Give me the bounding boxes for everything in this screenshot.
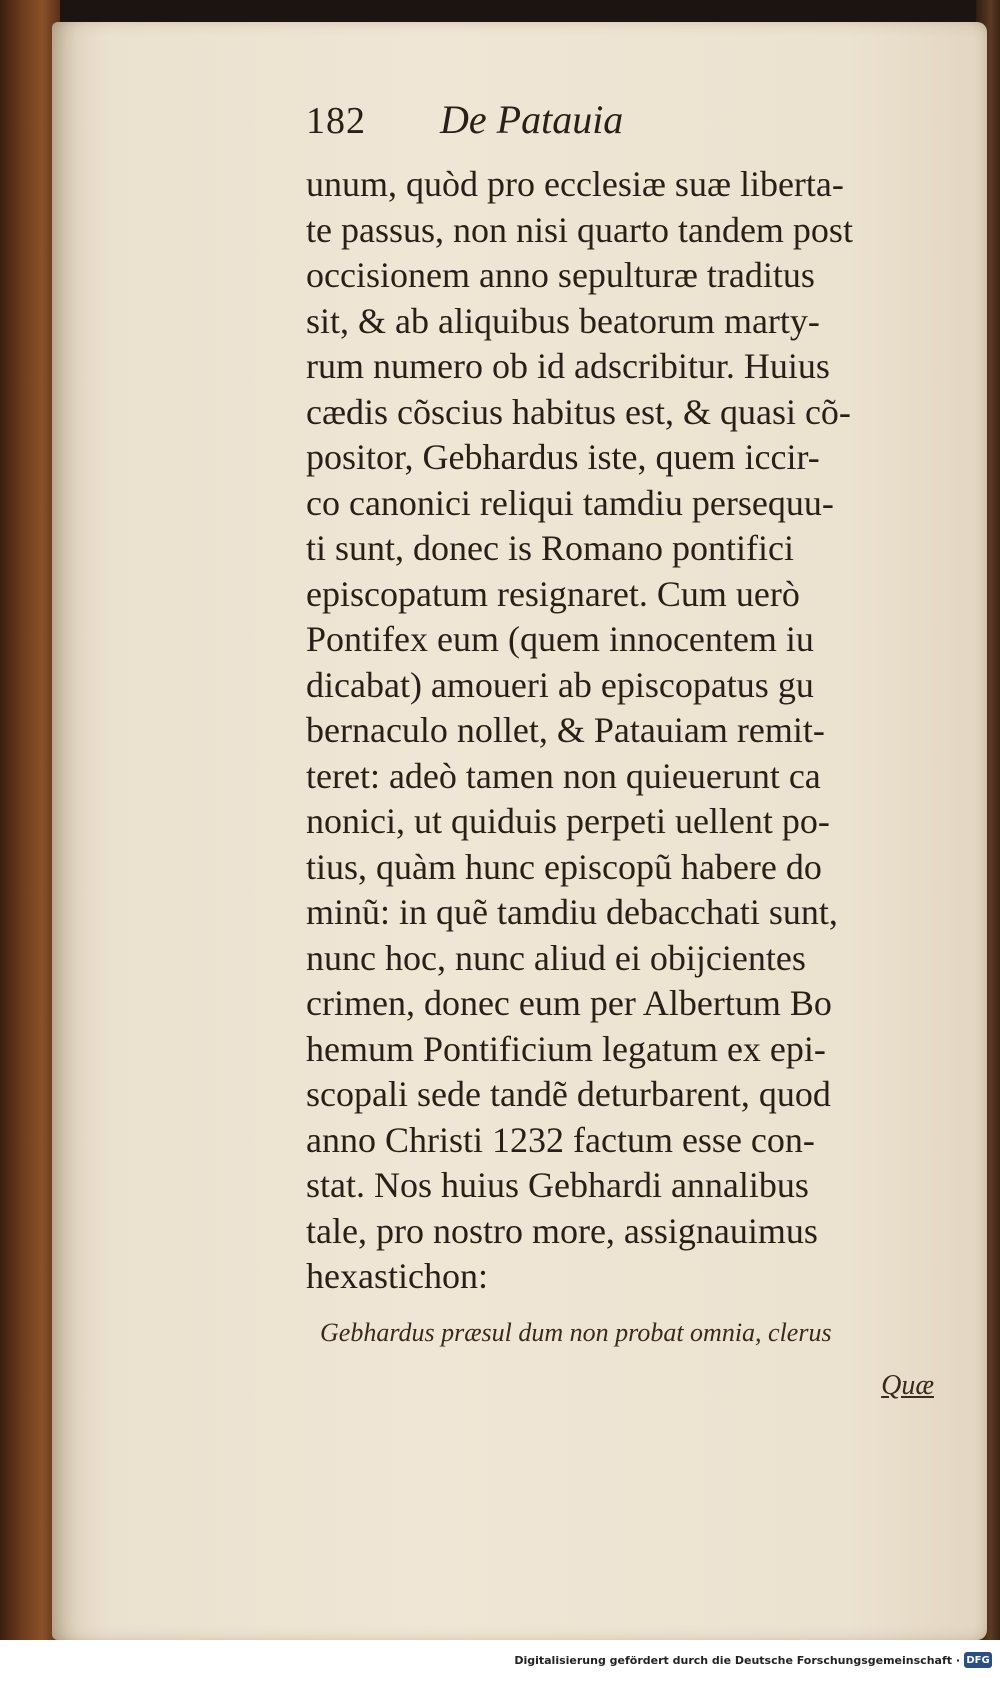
text-line: unum, quòd pro ecclesiæ suæ liberta-	[306, 164, 844, 204]
body-text	[306, 162, 968, 1300]
page-header	[306, 96, 766, 152]
running-head: De Patauia	[440, 97, 624, 142]
dfg-logo-icon: DFG	[964, 1652, 992, 1668]
text-line: stat. Nos huius Gebhardi annalibus	[306, 1165, 809, 1205]
footer-bar	[0, 1640, 1000, 1685]
text-line: dicabat) amoueri ab episcopatus gu	[306, 664, 814, 705]
text-line: scopali sede tandẽ deturbarent, quod	[306, 1074, 831, 1114]
text-line: cædis cõscius habitus est, & quasi cõ-	[306, 391, 851, 432]
text-line: hemum Pontificium legatum ex epi-	[306, 1028, 826, 1069]
text-line: bernaculo nollet, & Patauiam remit-	[306, 710, 825, 750]
text-line: Pontifex eum (quem innocentem iu	[306, 619, 814, 659]
text-line: nonici, ut quiduis perpeti uellent po-	[306, 801, 830, 841]
text-line: occisionem anno sepulturæ traditus	[306, 255, 815, 295]
page-number: 182	[306, 100, 366, 142]
footer-credit: Digitalisierung gefördert durch die Deutsche Forschungsgemeinschaft ·	[514, 1654, 960, 1667]
book-spine	[0, 0, 60, 1685]
text-line: nunc hoc, nunc aliud ei obijcientes	[306, 937, 806, 978]
text-line: anno Christi 1232 factum esse con-	[306, 1119, 815, 1160]
text-line: te passus, non nisi quarto tandem post	[306, 209, 853, 250]
text-line: co canonici reliqui tamdiu persequu-	[306, 482, 834, 523]
catchword: Quæ	[881, 1370, 934, 1401]
text-line: crimen, donec eum per Albertum Bo	[306, 983, 832, 1023]
text-line: tale, pro nostro more, assignauimus	[306, 1210, 818, 1251]
text-line: minũ: in quẽ tamdiu debacchati sunt,	[306, 892, 838, 932]
text-line: episcopatum resignaret. Cum uerò	[306, 573, 800, 614]
text-line: tius, quàm hunc episcopũ habere do	[306, 846, 822, 887]
text-line: sit, & ab aliquibus beatorum marty-	[306, 300, 820, 341]
text-line: ti sunt, donec is Romano pontifici	[306, 528, 794, 568]
text-line: teret: adeò tamen non quieuerunt ca	[306, 755, 821, 796]
text-line: hexastichon:	[306, 1256, 488, 1296]
verse-line: Gebhardus præsul dum non probat omnia, clerus	[320, 1318, 832, 1347]
text-line: rum numero ob id adscribitur. Huius	[306, 346, 830, 386]
text-line: positor, Gebhardus iste, quem iccir-	[306, 437, 820, 477]
